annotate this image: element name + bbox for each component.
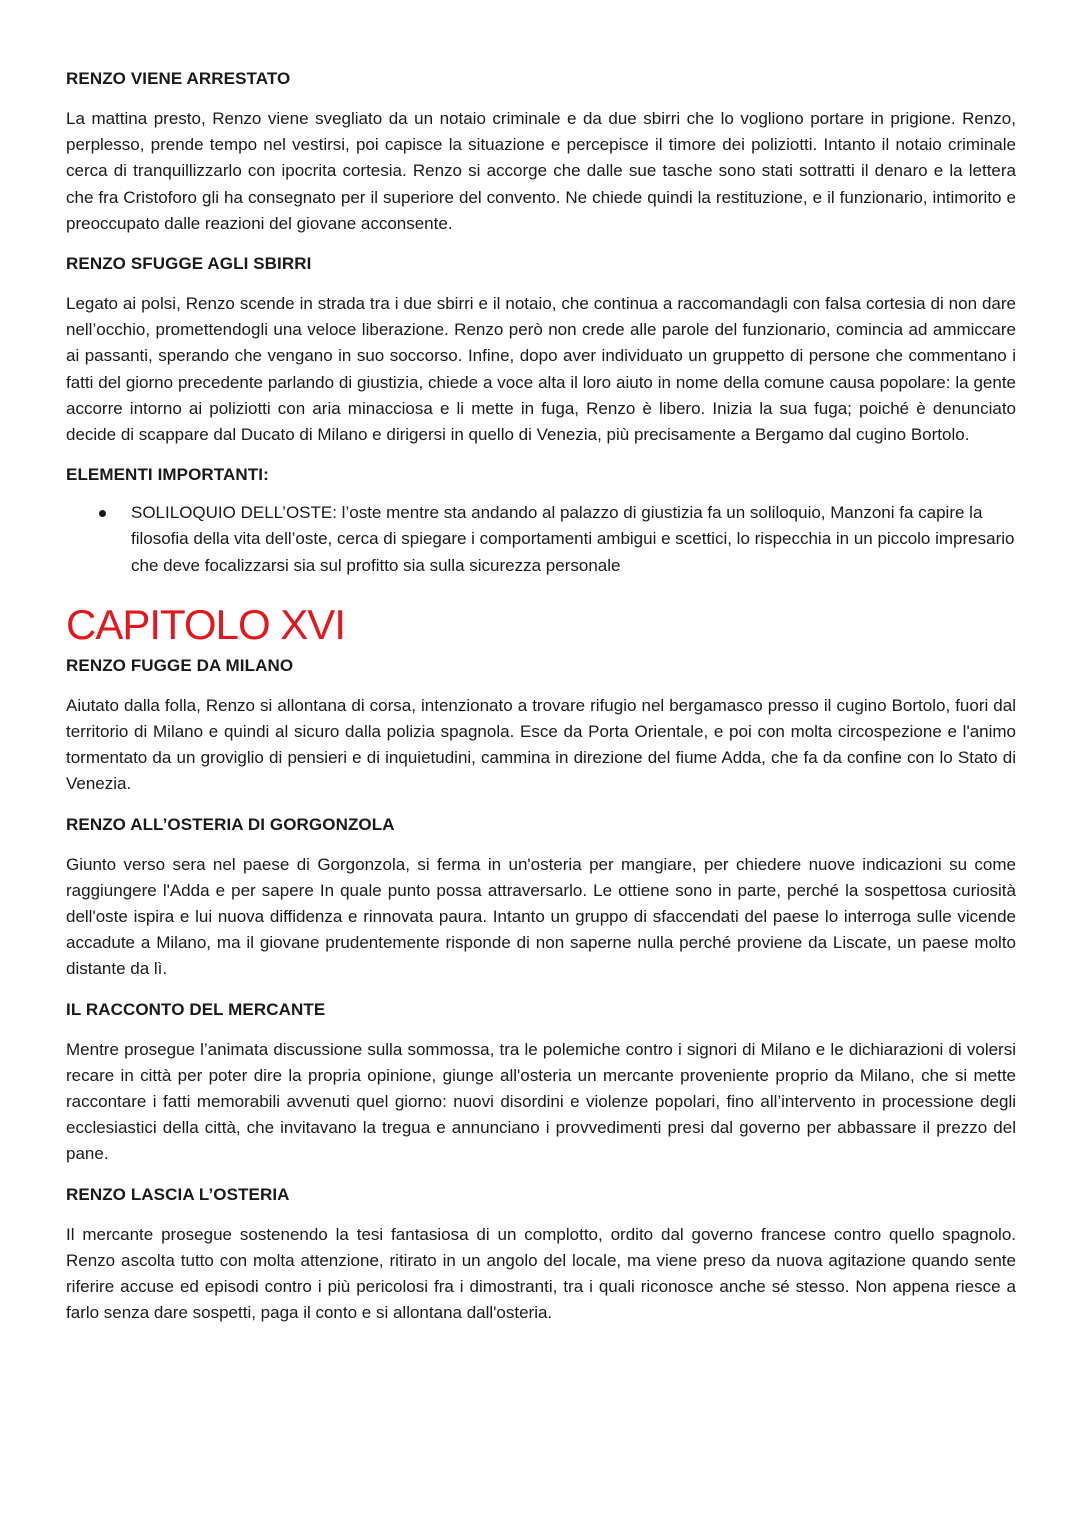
list-item: [66, 500, 1016, 579]
section-heading-mercante: IL RACCONTO DEL MERCANTE: [66, 999, 326, 1019]
list-item-text: SOLILOQUIO DELL’OSTE: l’oste mentre sta andando al palazzo di giustizia fa un soliloquio, Manzoni fa capire la filosofia della vita dell’oste, cerca di spiegare i comportamenti ambigui e scettici, lo rispecchia in un piccolo impresario che deve focalizzarsi sia sul profitto sia sulla sicurezza personale: [131, 503, 1015, 575]
section-heading-osteria: RENZO ALL’OSTERIA DI GORGONZOLA: [66, 814, 395, 834]
bullet-icon: [99, 510, 106, 517]
section-text-lascia: Il mercante prosegue sostenendo la tesi fantasiosa di un complotto, ordito dal governo francese contro quello spagnolo. Renzo ascolta tutto con molta attenzione, ritirato in un angolo del locale, ma viene preso da nuova agitazione quando sente riferire accuse ed episodi contro i più pericolosi fra i dimostranti, tra i quali riconosce anche sé stesso. Non appena riesce a farlo senza dare sospetti, paga il conto e si allontana dall'osteria.: [66, 1224, 1016, 1323]
section-heading-arresto: RENZO VIENE ARRESTATO: [66, 69, 291, 88]
section-heading-fugge: RENZO FUGGE DA MILANO: [66, 655, 294, 675]
section-text-fugge: Aiutato dalla folla, Renzo si allontana di corsa, intenzionato a trovare rifugio nel bergamasco presso il cugino Bortolo, fuori dal territorio di Milano e quindi al sicuro dalla polizia spagnola. Esce da Porta Orientale, e poi con molta circospezione e l'animo tormentato da un groviglio di pensieri e di inquietudini, cammina in direzione del fiume Adda, che fa da confine con lo Stato di Venezia.: [66, 695, 1016, 794]
section-heading-lascia: RENZO LASCIA L’OSTERIA: [66, 1184, 290, 1204]
elements-list: [66, 500, 1016, 579]
section-text-mercante: Mentre prosegue l’animata discussione sulla sommossa, tra le polemiche contro i signori di Milano e le dichiarazioni di volersi recare in città per poter dire la propria opinione, giunge all'osteria un mercante proveniente proprio da Milano, che si mette raccontare i fatti memorabili avvenuti quel giorno: nuovi disordini e violenze popolari, fino all’intervento in processione degli ecclesiastici della città, che invitavano la tregua e annunciano i provvedimenti presi dal governo per abbassare il prezzo del pane.: [66, 1039, 1016, 1164]
elements-heading: ELEMENTI IMPORTANTI:: [66, 465, 269, 485]
section-text-osteria: Giunto verso sera nel paese di Gorgonzola, si ferma in un'osteria per mangiare, per chiedere nuove indicazioni su come raggiungere l'Adda e per sapere In quale punto possa attraversarlo. Le ottiene sono in parte, perché la sospettosa curiosità dell'oste ispira e lui nuova diffidenza e rinnovata paura. Intanto un gruppo di sfaccendati del paese lo interroga sulle vicende accadute a Milano, ma il giovane prudentemente risponde di non saperne nulla perché proviene da Liscate, un paese molto distante da lì.: [66, 854, 1016, 979]
section-text-sfugge: Legato ai polsi, Renzo scende in strada tra i due sbirri e il notaio, che continua a raccomandagli con falsa cortesia di non dare nell’occhio, promettendogli una veloce liberazione. Renzo però non crede alle parole del funzionario, comincia ad ammiccare ai passanti, sperando che vengano in suo soccorso. Infine, dopo aver individuato un gruppetto di persone che commentano i fatti del giorno precedente parlando di giustizia, chiede a voce alta il loro aiuto in nome della comune causa popolare: la gente accorre intorno ai poliziotti con aria minacciosa e li mette in fuga, Renzo è libero. Inizia la sua fuga; poiché è denunciato decide di scappare dal Ducato di Milano e dirigersi in quello di Venezia, più precisamente a Bergamo dal cugino Bortolo.: [66, 294, 1016, 445]
chapter-title: CAPITOLO XVI: [66, 600, 345, 648]
section-text-arresto: La mattina presto, Renzo viene svegliato da un notaio criminale e da due sbirri che lo vogliono portare in prigione. Renzo, perplesso, prende tempo nel vestirsi, poi capisce la situazione e percepisce il timore dei poliziotti. Intanto il notaio criminale cerca di tranquillizzarlo con ipocrita cortesia. Renzo si accorge che dalle sue tasche sono stati sottratti il denaro e la lettera che fra Cristoforo gli ha consegnato per il superiore del convento. Ne chiede quindi la restituzione, e il funzionario, intimorito e preoccupato dalle reazioni del giovane acconsente.: [66, 109, 1016, 233]
section-heading-sfugge: RENZO SFUGGE AGLI SBIRRI: [66, 254, 312, 274]
